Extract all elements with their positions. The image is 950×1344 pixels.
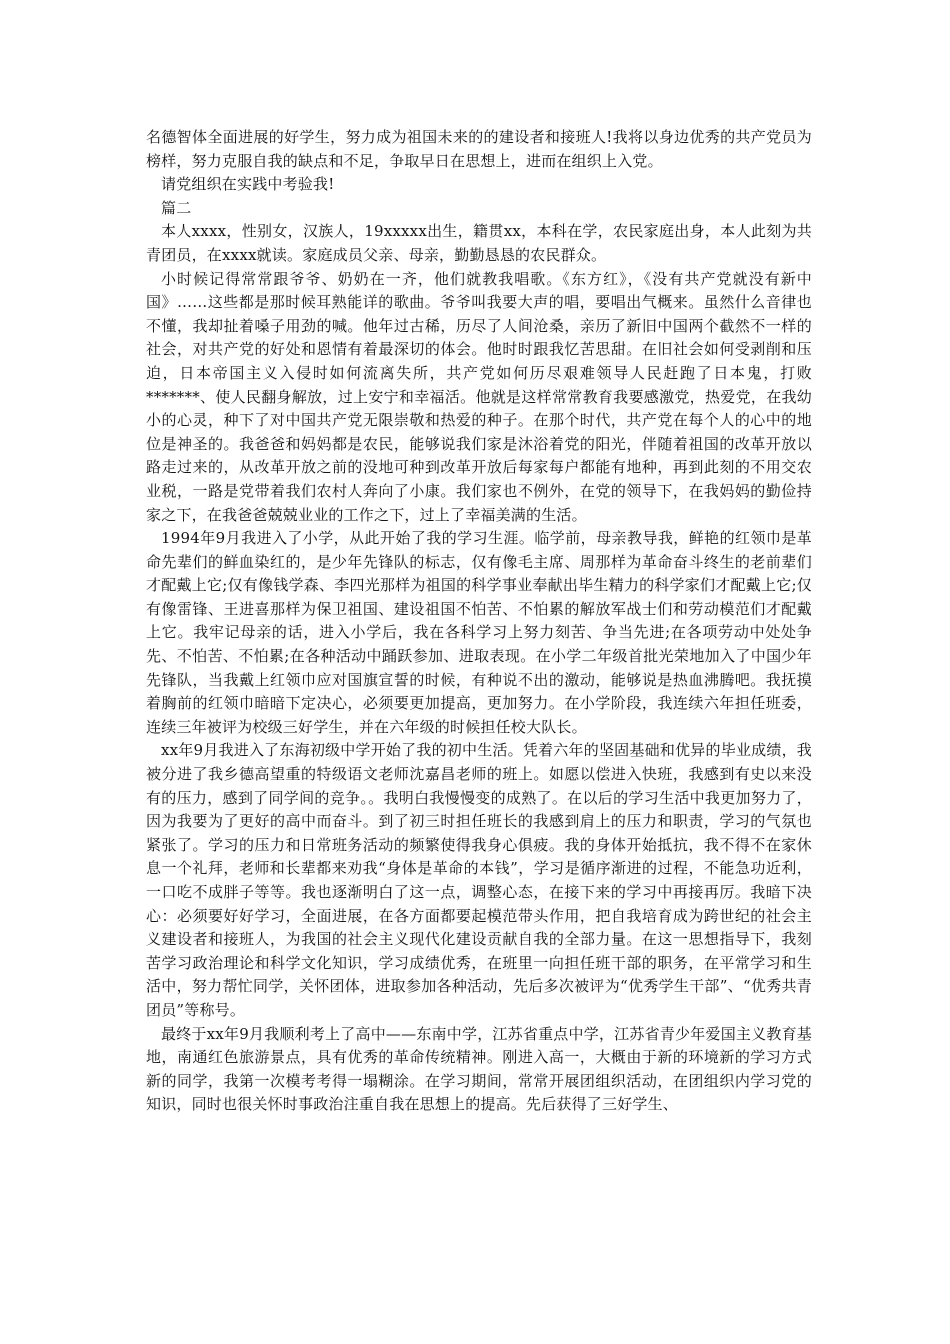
paragraph-continued: 名德智体全面进展的好学生，努力成为祖国未来的的建设者和接班人!我将以身边优秀的共产党员为榜样，努力克服自我的缺点和不足，争取早日在思想上，进而在组织上入党。 bbox=[146, 128, 812, 170]
document-body bbox=[146, 126, 812, 1117]
paragraph-primary-school: 1994年9月我进入了小学，从此开始了我的学习生涯。临学前，母亲教导我，鲜艳的红领巾是革命先辈们的鲜血染红的，是少年先锋队的标志，仅有像毛主席、周那样为革命奋斗终生的老前辈们才配戴上它;仅有像钱学森、李四光那样为祖国的科学事业奉献出毕生精力的科学家们才配戴上它;仅有像雷锋、王进喜那样为保卫祖国、建设祖国不怕苦、不怕累的解放军战士们和劳动模范们才配戴上它。我牢记母亲的话，进入小学后，我在各科学习上努力刻苦、争当先进;在各项劳动中处处争先、不怕苦、不怕累;在各种活动中踊跃参加、进取表现。在小学二年级首批光荣地加入了中国少年先锋队，当我戴上红领巾应对国旗宣誓的时候，有种说不出的激动，能够说是热血沸腾吧。我抚摸着胸前的红领巾暗暗下定决心，必须要更加提高，更加努力。在小学阶段，我连续六年担任班委，连续三年被评为校级三好学生，并在六年级的时候担任校大队长。 bbox=[146, 529, 812, 736]
section-heading: 篇二 bbox=[161, 198, 192, 217]
paragraph-high-school: 最终于xx年9月我顺利考上了高中——东南中学，江苏省重点中学，江苏省青少年爱国主义教育基地，南通红色旅游景点，具有优秀的革命传统精神。刚进入高一，大概由于新的环境新的学习方式新的同学，我第一次模考考得一塌糊涂。在学习期间，常常开展团组织活动，在团组织内学习党的知识，同时也很关怀时事政治注重自我在思想上的提高。先后获得了三好学生、 bbox=[146, 1024, 812, 1114]
paragraph-middle-school: xx年9月我进入了东海初级中学开始了我的初中生活。凭着六年的坚固基础和优异的毕业成绩，我被分进了我乡德高望重的特级语文老师沈嘉昌老师的班上。如愿以偿进入快班，我感到有史以来没有的压力，感到了同学间的竞争。。我明白我慢慢变的成熟了。在以后的学习生活中我更加努力了，因为我要为了更好的高中而奋斗。到了初三时担任班长的我感到肩上的压力和职责，学习的气氛也紧张了。学习的压力和日常班务活动的频繁使得我身心俱疲。我的身体开始抵抗，我不得不在家休息一个礼拜，老师和长辈都来劝我“身体是革命的本钱”，学习是循序渐进的过程，不能急功近利，一口吃不成胖子等等。我也逐渐明白了这一点，调整心态，在接下来的学习中再接再厉。我暗下决心：必须要好好学习，全面进展，在各方面都要起模范带头作用，把自我培育成为跨世纪的社会主义建设者和接班人，为我国的社会主义现代化建设贡献自我的全部力量。在这一思想指导下，我刻苦学习政治理论和科学文化知识，学习成绩优秀，在班里一向担任班干部的职务，在平常学习和生活中，努力帮忙同学，关怀团体，进取参加各种活动，先后多次被评为“优秀学生干部”、“优秀共青团员”等称号。 bbox=[146, 741, 812, 1019]
paragraph-intro: 本人xxxx，性别女，汉族人，19xxxxx出生，籍贯xx，本科在学，农民家庭出身，本人此刻为共青团员，在xxxx就读。家庭成员父亲、母亲，勤勤恳恳的农民群众。 bbox=[146, 222, 812, 264]
paragraph-closing: 请党组织在实践中考验我! bbox=[161, 175, 335, 194]
paragraph-childhood: 小时候记得常常跟爷爷、奶奶在一齐，他们就教我唱歌。《东方红》，《没有共产党就没有新中国》……这些都是那时候耳熟能详的歌曲。爷爷叫我要大声的唱，要唱出气概来。虽然什么音律也不懂，我却扯着嗓子用劲的喊。他年过古稀，历尽了人间沧桑，亲历了新旧中国两个截然不一样的社会，对共产党的好处和恩情有着最深切的体会。他时时跟我忆苦思甜。在旧社会如何受剥削和压迫，日本帝国主义入侵时如何流离失所，共产党如何历尽艰难领导人民赶跑了日本鬼，打败*******、使人民翻身解放，过上安宁和幸福活。他就是这样常常教育我要感激党，热爱党，在我幼小的心灵，种下了对中国共产党无限崇敬和热爱的种子。在那个时代，共产党在每个人的心中的地位是神圣的。我爸爸和妈妈都是农民，能够说我们家是沐浴着党的阳光，伴随着祖国的改革开放以路走过来的，从改革开放之前的没地可种到改革开放后每家每户都能有地种，再到此刻的不用交农业税，一路是党带着我们农村人奔向了小康。我们家也不例外，在党的领导下，在我妈妈的勤俭持家之下，在我爸爸兢兢业业的工作之下，过上了幸福美满的生活。 bbox=[146, 269, 812, 524]
